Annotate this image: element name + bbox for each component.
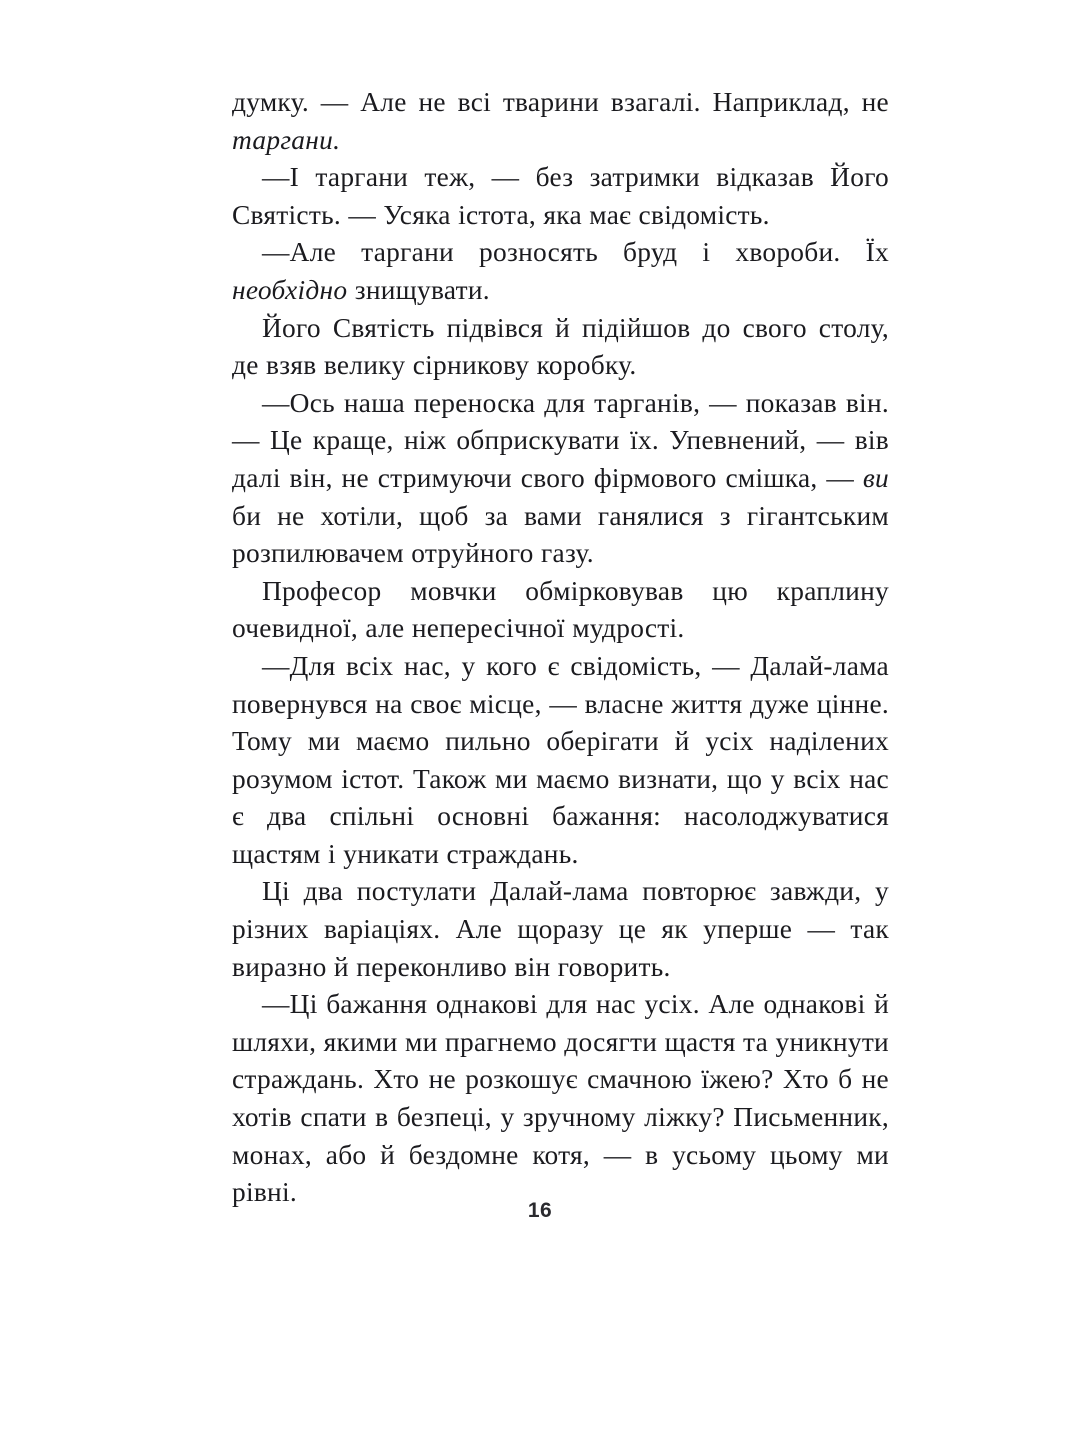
paragraph: думку. — Але не всі тварини взагалі. Наприклад, не таргани. bbox=[232, 87, 889, 155]
paragraph: Його Святість підвівся й підійшов до свого столу, де взяв велику сірникову коробку. bbox=[232, 312, 889, 381]
emphasis-text: таргани. bbox=[232, 124, 341, 155]
page-number: 16 bbox=[527, 1199, 553, 1222]
paragraph: —Ці бажання однакові для нас усіх. Але однакові й шляхи, якими ми прагнемо досягти щастя та уникнути страждань. Хто не розкошує смачною їжею? Хто б не хотів спати в безпеці, у зручному ліжку? Письменник, монах, або й бездомне котя, — в усьому цьому ми рівні. bbox=[232, 989, 889, 1208]
paragraph: —Але таргани розносять бруд і хвороби. Їх необхідно знищувати. bbox=[232, 237, 889, 305]
paragraph: Професор мовчки обмірковував цю краплину очевидної, але непересічної мудрості. bbox=[232, 575, 889, 644]
paragraph: —Для всіх нас, у кого є свідомість, — Далай-лама повернувся на своє місце, — власне життя дуже цінне. Тому ми маємо пильно оберігати й усіх наділених розумом істот. Також ми маємо визнати, що у всіх нас є два спільні основні бажання: насолоджуватися щастям і уникати страждань. bbox=[232, 650, 889, 869]
emphasis-text: необхідно bbox=[232, 274, 348, 305]
paragraph: —Ось наша переноска для тарганів, — показав він. — Це краще, ніж обприскувати їх. Упевнений, — вів далі він, не стримуючи свого фірмового смішка, — ви би не хотіли, щоб за вами ганялися з гігантським розпилювачем отруйного газу. bbox=[232, 387, 889, 569]
paragraph: —І таргани теж, — без затримки відказав Його Святість. — Усяка істота, яка має свідомість. bbox=[232, 162, 889, 230]
paragraph: Ці два постулати Далай-лама повторює завжди, у різних варіаціях. Але щоразу це як уперше — так виразно й переконливо він говорить. bbox=[232, 876, 889, 982]
emphasis-text: ви bbox=[862, 462, 889, 493]
page-body-text bbox=[232, 84, 889, 1212]
